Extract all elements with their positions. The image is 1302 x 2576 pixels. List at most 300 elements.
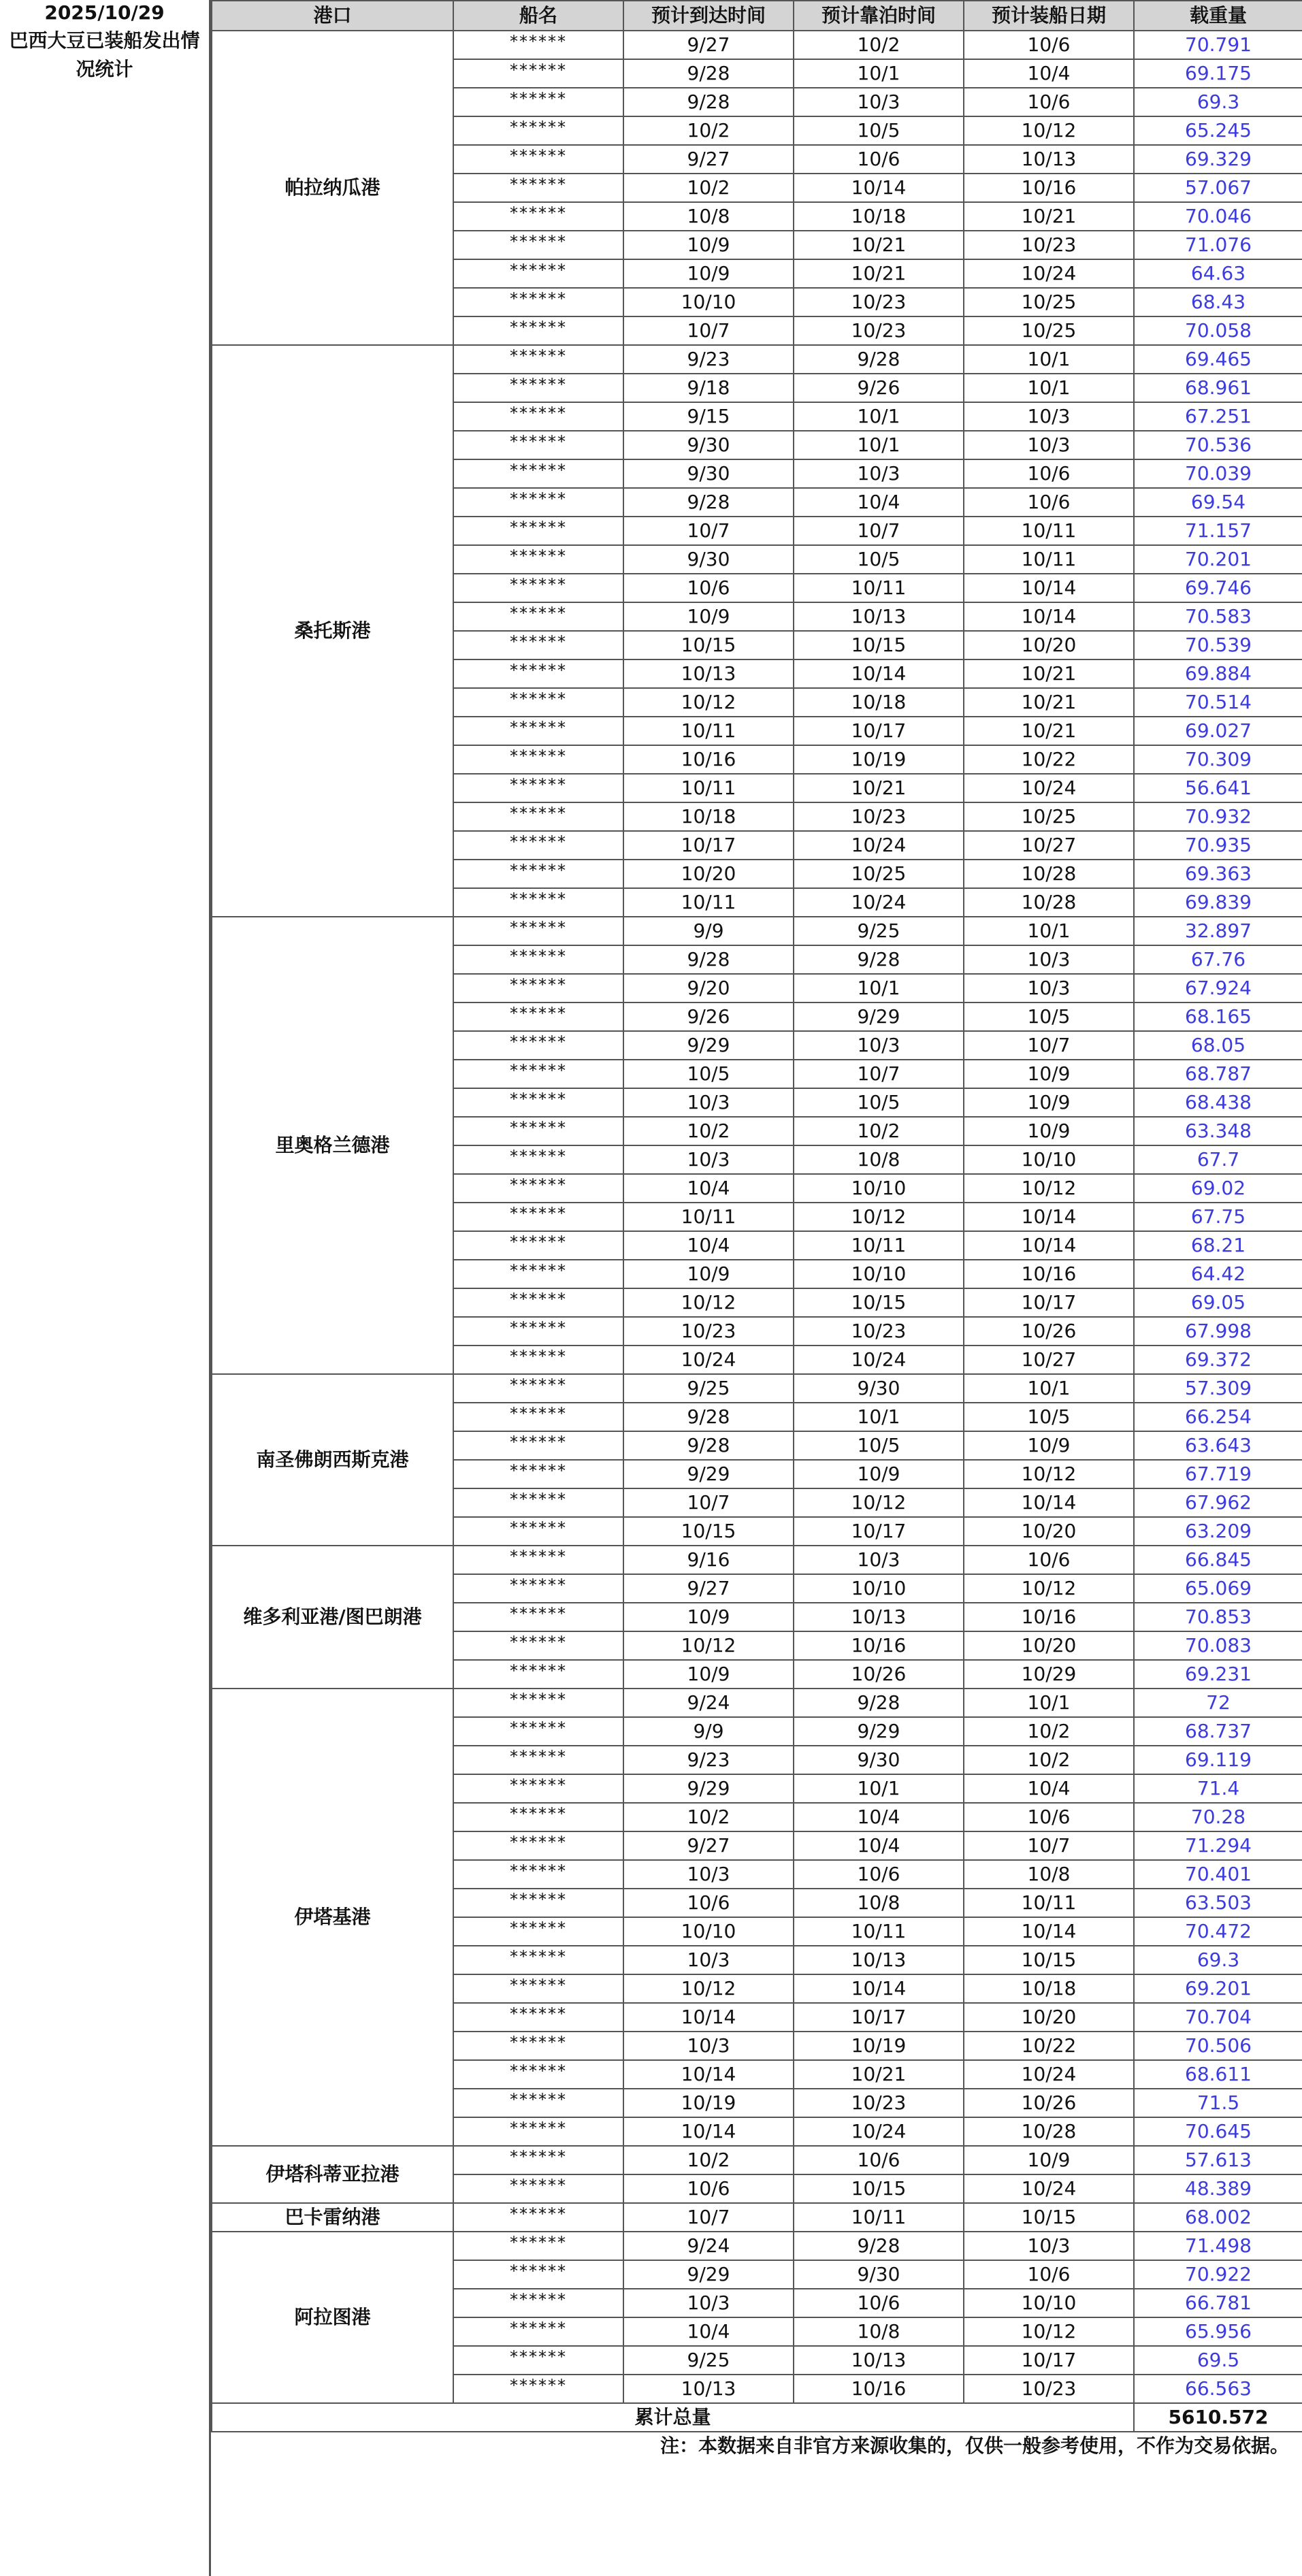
ship-name-cell: ****** xyxy=(453,831,623,860)
ship-name-cell: ****** xyxy=(453,1917,623,1946)
ship-name-cell: ****** xyxy=(453,488,623,517)
loading-date-cell: 10/12 xyxy=(964,116,1134,145)
shipment-table xyxy=(211,0,1302,2460)
tonnage-cell: 69.372 xyxy=(1134,1346,1302,1374)
ship-name-cell: ****** xyxy=(453,1060,623,1088)
arrival-date-cell: 10/3 xyxy=(623,2032,794,2060)
report-title: 巴西大豆已装船发出情况统计 xyxy=(9,29,200,80)
port-name-cell: 南圣佛朗西斯克港 xyxy=(212,1374,453,1546)
ship-name-cell: ****** xyxy=(453,888,623,917)
loading-date-cell: 10/27 xyxy=(964,831,1134,860)
tonnage-cell: 70.791 xyxy=(1134,31,1302,59)
loading-date-cell: 10/6 xyxy=(964,488,1134,517)
tonnage-cell: 57.309 xyxy=(1134,1374,1302,1403)
ship-name-cell: ****** xyxy=(453,917,623,945)
tonnage-cell: 70.083 xyxy=(1134,1631,1302,1660)
loading-date-cell: 10/6 xyxy=(964,2260,1134,2289)
arrival-date-cell: 10/12 xyxy=(623,1974,794,2003)
port-name-cell: 桑托斯港 xyxy=(212,345,453,917)
berth-date-cell: 9/30 xyxy=(794,2260,964,2289)
tonnage-cell: 70.506 xyxy=(1134,2032,1302,2060)
berth-date-cell: 10/5 xyxy=(794,1088,964,1117)
tonnage-cell: 68.787 xyxy=(1134,1060,1302,1088)
ship-name-cell: ****** xyxy=(453,1546,623,1574)
ship-name-cell: ****** xyxy=(453,1717,623,1746)
arrival-date-cell: 10/13 xyxy=(623,659,794,688)
ship-name-cell: ****** xyxy=(453,1488,623,1517)
ship-name-cell: ****** xyxy=(453,1460,623,1488)
tonnage-cell: 70.046 xyxy=(1134,202,1302,231)
berth-date-cell: 9/28 xyxy=(794,2232,964,2260)
port-name-cell: 巴卡雷纳港 xyxy=(212,2203,453,2232)
loading-date-cell: 10/14 xyxy=(964,1488,1134,1517)
loading-date-cell: 10/14 xyxy=(964,574,1134,602)
tonnage-cell: 68.002 xyxy=(1134,2203,1302,2232)
arrival-date-cell: 9/23 xyxy=(623,1746,794,1774)
arrival-date-cell: 10/10 xyxy=(623,1917,794,1946)
note-row xyxy=(212,2432,1302,2460)
ship-name-cell: ****** xyxy=(453,2375,623,2403)
berth-date-cell: 10/2 xyxy=(794,31,964,59)
tonnage-cell: 69.884 xyxy=(1134,659,1302,688)
arrival-date-cell: 9/28 xyxy=(623,88,794,116)
loading-date-cell: 10/17 xyxy=(964,2346,1134,2375)
berth-date-cell: 10/21 xyxy=(794,774,964,802)
tonnage-cell: 70.401 xyxy=(1134,1860,1302,1889)
arrival-date-cell: 9/9 xyxy=(623,917,794,945)
tonnage-cell: 70.583 xyxy=(1134,602,1302,631)
loading-date-cell: 10/4 xyxy=(964,59,1134,88)
loading-date-cell: 10/18 xyxy=(964,1974,1134,2003)
tonnage-cell: 67.962 xyxy=(1134,1488,1302,1517)
tonnage-cell: 71.157 xyxy=(1134,517,1302,545)
tonnage-cell: 66.781 xyxy=(1134,2289,1302,2317)
tonnage-cell: 68.05 xyxy=(1134,1031,1302,1060)
ship-name-cell: ****** xyxy=(453,2317,623,2346)
tonnage-cell: 63.348 xyxy=(1134,1117,1302,1145)
tonnage-cell: 67.251 xyxy=(1134,402,1302,431)
ship-name-cell: ****** xyxy=(453,1288,623,1317)
loading-date-cell: 10/8 xyxy=(964,1860,1134,1889)
loading-date-cell: 10/9 xyxy=(964,1060,1134,1088)
loading-date-cell: 10/6 xyxy=(964,1546,1134,1574)
ship-name-cell: ****** xyxy=(453,1117,623,1145)
berth-date-cell: 10/23 xyxy=(794,2089,964,2117)
loading-date-cell: 10/3 xyxy=(964,2232,1134,2260)
tonnage-cell: 67.7 xyxy=(1134,1145,1302,1174)
tonnage-cell: 69.54 xyxy=(1134,488,1302,517)
ship-name-cell: ****** xyxy=(453,459,623,488)
tonnage-cell: 67.924 xyxy=(1134,974,1302,1002)
ship-name-cell: ****** xyxy=(453,1574,623,1603)
berth-date-cell: 10/21 xyxy=(794,2060,964,2089)
ship-name-cell: ****** xyxy=(453,259,623,288)
berth-date-cell: 10/10 xyxy=(794,1174,964,1203)
tonnage-cell: 67.75 xyxy=(1134,1203,1302,1231)
arrival-date-cell: 9/27 xyxy=(623,145,794,174)
arrival-date-cell: 9/9 xyxy=(623,1717,794,1746)
loading-date-cell: 10/7 xyxy=(964,1031,1134,1060)
arrival-date-cell: 10/2 xyxy=(623,116,794,145)
ship-name-cell: ****** xyxy=(453,116,623,145)
berth-date-cell: 10/8 xyxy=(794,2317,964,2346)
ship-name-cell: ****** xyxy=(453,2089,623,2117)
berth-date-cell: 10/17 xyxy=(794,2003,964,2032)
arrival-date-cell: 9/25 xyxy=(623,2346,794,2375)
loading-date-cell: 10/12 xyxy=(964,1460,1134,1488)
loading-date-cell: 10/5 xyxy=(964,1002,1134,1031)
tonnage-cell: 68.21 xyxy=(1134,1231,1302,1260)
arrival-date-cell: 9/30 xyxy=(623,545,794,574)
berth-date-cell: 10/21 xyxy=(794,259,964,288)
tonnage-cell: 70.704 xyxy=(1134,2003,1302,2032)
arrival-date-cell: 9/29 xyxy=(623,1031,794,1060)
ship-name-cell: ****** xyxy=(453,59,623,88)
tonnage-cell: 70.539 xyxy=(1134,631,1302,659)
loading-date-cell: 10/17 xyxy=(964,1288,1134,1317)
ship-name-cell: ****** xyxy=(453,1346,623,1374)
tonnage-cell: 63.643 xyxy=(1134,1431,1302,1460)
tonnage-cell: 67.76 xyxy=(1134,945,1302,974)
ship-name-cell: ****** xyxy=(453,402,623,431)
arrival-date-cell: 10/7 xyxy=(623,517,794,545)
loading-date-cell: 10/6 xyxy=(964,31,1134,59)
ship-name-cell: ****** xyxy=(453,1746,623,1774)
loading-date-cell: 10/12 xyxy=(964,1174,1134,1203)
loading-date-cell: 10/24 xyxy=(964,2060,1134,2089)
arrival-date-cell: 10/7 xyxy=(623,316,794,345)
arrival-date-cell: 10/5 xyxy=(623,1060,794,1088)
berth-date-cell: 10/17 xyxy=(794,1517,964,1546)
arrival-date-cell: 9/29 xyxy=(623,1774,794,1803)
header-ship: 船名 xyxy=(453,1,623,31)
loading-date-cell: 10/1 xyxy=(964,374,1134,402)
berth-date-cell: 10/23 xyxy=(794,316,964,345)
ship-name-cell: ****** xyxy=(453,431,623,459)
ship-name-cell: ****** xyxy=(453,774,623,802)
loading-date-cell: 10/29 xyxy=(964,1660,1134,1689)
ship-name-cell: ****** xyxy=(453,1974,623,2003)
berth-date-cell: 10/24 xyxy=(794,831,964,860)
arrival-date-cell: 10/11 xyxy=(623,717,794,745)
ship-name-cell: ****** xyxy=(453,202,623,231)
table-row xyxy=(212,1374,1302,1403)
tonnage-cell: 69.05 xyxy=(1134,1288,1302,1317)
loading-date-cell: 10/15 xyxy=(964,1946,1134,1974)
berth-date-cell: 9/29 xyxy=(794,1002,964,1031)
arrival-date-cell: 9/24 xyxy=(623,1689,794,1717)
tonnage-cell: 71.5 xyxy=(1134,2089,1302,2117)
ship-name-cell: ****** xyxy=(453,945,623,974)
table-row xyxy=(212,1546,1302,1574)
berth-date-cell: 9/28 xyxy=(794,345,964,374)
loading-date-cell: 10/16 xyxy=(964,1260,1134,1288)
berth-date-cell: 10/8 xyxy=(794,1145,964,1174)
arrival-date-cell: 10/7 xyxy=(623,2203,794,2232)
arrival-date-cell: 10/2 xyxy=(623,1803,794,1831)
loading-date-cell: 10/1 xyxy=(964,1374,1134,1403)
loading-date-cell: 10/9 xyxy=(964,1088,1134,1117)
loading-date-cell: 10/2 xyxy=(964,1746,1134,1774)
ship-name-cell: ****** xyxy=(453,145,623,174)
tonnage-cell: 72 xyxy=(1134,1689,1302,1717)
ship-name-cell: ****** xyxy=(453,1803,623,1831)
arrival-date-cell: 10/8 xyxy=(623,202,794,231)
ship-name-cell: ****** xyxy=(453,2174,623,2203)
loading-date-cell: 10/1 xyxy=(964,1689,1134,1717)
arrival-date-cell: 10/23 xyxy=(623,1317,794,1346)
ship-name-cell: ****** xyxy=(453,1860,623,1889)
arrival-date-cell: 10/10 xyxy=(623,288,794,316)
loading-date-cell: 10/11 xyxy=(964,517,1134,545)
tonnage-cell: 69.201 xyxy=(1134,1974,1302,2003)
ship-name-cell: ****** xyxy=(453,688,623,717)
arrival-date-cell: 9/28 xyxy=(623,1431,794,1460)
arrival-date-cell: 10/3 xyxy=(623,1946,794,1974)
arrival-date-cell: 9/15 xyxy=(623,402,794,431)
table-row xyxy=(212,2146,1302,2174)
arrival-date-cell: 10/2 xyxy=(623,174,794,202)
loading-date-cell: 10/27 xyxy=(964,1346,1134,1374)
berth-date-cell: 10/6 xyxy=(794,1860,964,1889)
loading-date-cell: 10/11 xyxy=(964,545,1134,574)
loading-date-cell: 10/22 xyxy=(964,745,1134,774)
tonnage-cell: 68.961 xyxy=(1134,374,1302,402)
header-tonnage: 载重量 xyxy=(1134,1,1302,31)
arrival-date-cell: 10/12 xyxy=(623,688,794,717)
berth-date-cell: 10/18 xyxy=(794,688,964,717)
loading-date-cell: 10/16 xyxy=(964,174,1134,202)
loading-date-cell: 10/11 xyxy=(964,1889,1134,1917)
loading-date-cell: 10/10 xyxy=(964,2289,1134,2317)
loading-date-cell: 10/28 xyxy=(964,860,1134,888)
ship-name-cell: ****** xyxy=(453,974,623,1002)
loading-date-cell: 10/25 xyxy=(964,802,1134,831)
arrival-date-cell: 10/4 xyxy=(623,1174,794,1203)
tonnage-cell: 69.3 xyxy=(1134,88,1302,116)
tonnage-cell: 57.613 xyxy=(1134,2146,1302,2174)
total-row xyxy=(212,2403,1302,2432)
ship-name-cell: ****** xyxy=(453,745,623,774)
tonnage-cell: 69.027 xyxy=(1134,717,1302,745)
ship-name-cell: ****** xyxy=(453,602,623,631)
ship-name-cell: ****** xyxy=(453,659,623,688)
berth-date-cell: 9/30 xyxy=(794,1746,964,1774)
ship-name-cell: ****** xyxy=(453,1374,623,1403)
loading-date-cell: 10/21 xyxy=(964,688,1134,717)
ship-name-cell: ****** xyxy=(453,2260,623,2289)
arrival-date-cell: 10/6 xyxy=(623,2174,794,2203)
loading-date-cell: 10/21 xyxy=(964,717,1134,745)
loading-date-cell: 10/12 xyxy=(964,2317,1134,2346)
tonnage-cell: 69.329 xyxy=(1134,145,1302,174)
loading-date-cell: 10/24 xyxy=(964,774,1134,802)
loading-date-cell: 10/1 xyxy=(964,917,1134,945)
berth-date-cell: 10/3 xyxy=(794,1546,964,1574)
arrival-date-cell: 10/17 xyxy=(623,831,794,860)
arrival-date-cell: 10/4 xyxy=(623,2317,794,2346)
arrival-date-cell: 10/20 xyxy=(623,860,794,888)
berth-date-cell: 9/28 xyxy=(794,945,964,974)
arrival-date-cell: 10/9 xyxy=(623,1603,794,1631)
arrival-date-cell: 9/27 xyxy=(623,31,794,59)
berth-date-cell: 10/5 xyxy=(794,1431,964,1460)
arrival-date-cell: 10/7 xyxy=(623,1488,794,1517)
arrival-date-cell: 10/24 xyxy=(623,1346,794,1374)
berth-date-cell: 10/26 xyxy=(794,1660,964,1689)
berth-date-cell: 10/11 xyxy=(794,1917,964,1946)
arrival-date-cell: 9/27 xyxy=(623,1574,794,1603)
ship-name-cell: ****** xyxy=(453,2289,623,2317)
arrival-date-cell: 10/9 xyxy=(623,231,794,259)
arrival-date-cell: 9/20 xyxy=(623,974,794,1002)
loading-date-cell: 10/9 xyxy=(964,1117,1134,1145)
tonnage-cell: 71.4 xyxy=(1134,1774,1302,1803)
loading-date-cell: 10/3 xyxy=(964,945,1134,974)
tonnage-cell: 70.853 xyxy=(1134,1603,1302,1631)
berth-date-cell: 10/16 xyxy=(794,2375,964,2403)
loading-date-cell: 10/21 xyxy=(964,202,1134,231)
loading-date-cell: 10/20 xyxy=(964,2003,1134,2032)
loading-date-cell: 10/16 xyxy=(964,1603,1134,1631)
loading-date-cell: 10/14 xyxy=(964,602,1134,631)
berth-date-cell: 10/15 xyxy=(794,2174,964,2203)
arrival-date-cell: 10/6 xyxy=(623,574,794,602)
berth-date-cell: 9/26 xyxy=(794,374,964,402)
tonnage-cell: 70.932 xyxy=(1134,802,1302,831)
ship-name-cell: ****** xyxy=(453,574,623,602)
arrival-date-cell: 9/27 xyxy=(623,1831,794,1860)
berth-date-cell: 10/10 xyxy=(794,1260,964,1288)
tonnage-cell: 70.514 xyxy=(1134,688,1302,717)
arrival-date-cell: 10/2 xyxy=(623,2146,794,2174)
ship-name-cell: ****** xyxy=(453,545,623,574)
tonnage-cell: 68.611 xyxy=(1134,2060,1302,2089)
loading-date-cell: 10/6 xyxy=(964,88,1134,116)
tonnage-cell: 68.165 xyxy=(1134,1002,1302,1031)
berth-date-cell: 10/11 xyxy=(794,574,964,602)
berth-date-cell: 10/4 xyxy=(794,1803,964,1831)
tonnage-cell: 70.645 xyxy=(1134,2117,1302,2146)
tonnage-cell: 70.472 xyxy=(1134,1917,1302,1946)
table-row xyxy=(212,1689,1302,1717)
berth-date-cell: 10/6 xyxy=(794,2146,964,2174)
berth-date-cell: 9/28 xyxy=(794,1689,964,1717)
tonnage-cell: 70.309 xyxy=(1134,745,1302,774)
berth-date-cell: 10/19 xyxy=(794,2032,964,2060)
ship-name-cell: ****** xyxy=(453,2232,623,2260)
table-row xyxy=(212,2232,1302,2260)
berth-date-cell: 10/6 xyxy=(794,145,964,174)
tonnage-cell: 69.839 xyxy=(1134,888,1302,917)
ship-name-cell: ****** xyxy=(453,1431,623,1460)
berth-date-cell: 10/3 xyxy=(794,88,964,116)
arrival-date-cell: 10/16 xyxy=(623,745,794,774)
tonnage-cell: 71.498 xyxy=(1134,2232,1302,2260)
loading-date-cell: 10/3 xyxy=(964,974,1134,1002)
arrival-date-cell: 10/14 xyxy=(623,2060,794,2089)
loading-date-cell: 10/6 xyxy=(964,459,1134,488)
header-loading: 预计装船日期 xyxy=(964,1,1134,31)
berth-date-cell: 10/8 xyxy=(794,1889,964,1917)
ship-name-cell: ****** xyxy=(453,2346,623,2375)
tonnage-cell: 63.503 xyxy=(1134,1889,1302,1917)
loading-date-cell: 10/14 xyxy=(964,1231,1134,1260)
berth-date-cell: 10/9 xyxy=(794,1460,964,1488)
ship-name-cell: ****** xyxy=(453,1517,623,1546)
report-date: 2025/10/29 xyxy=(44,1,165,24)
port-name-cell: 里奥格兰德港 xyxy=(212,917,453,1374)
total-value: 5610.572 xyxy=(1134,2403,1302,2432)
ship-name-cell: ****** xyxy=(453,1088,623,1117)
berth-date-cell: 10/23 xyxy=(794,288,964,316)
ship-name-cell: ****** xyxy=(453,1260,623,1288)
tonnage-cell: 67.719 xyxy=(1134,1460,1302,1488)
berth-date-cell: 10/5 xyxy=(794,116,964,145)
berth-date-cell: 10/16 xyxy=(794,1631,964,1660)
table-row xyxy=(212,917,1302,945)
berth-date-cell: 10/4 xyxy=(794,1831,964,1860)
berth-date-cell: 10/15 xyxy=(794,1288,964,1317)
ship-name-cell: ****** xyxy=(453,2146,623,2174)
arrival-date-cell: 10/2 xyxy=(623,1117,794,1145)
arrival-date-cell: 10/3 xyxy=(623,2289,794,2317)
ship-name-cell: ****** xyxy=(453,1689,623,1717)
loading-date-cell: 10/5 xyxy=(964,1403,1134,1431)
ship-name-cell: ****** xyxy=(453,2203,623,2232)
tonnage-cell: 70.039 xyxy=(1134,459,1302,488)
header-arrival: 预计到达时间 xyxy=(623,1,794,31)
loading-date-cell: 10/20 xyxy=(964,1631,1134,1660)
port-name-cell: 维多利亚港/图巴朗港 xyxy=(212,1546,453,1689)
ship-name-cell: ****** xyxy=(453,1174,623,1203)
berth-date-cell: 10/21 xyxy=(794,231,964,259)
berth-date-cell: 10/13 xyxy=(794,1946,964,1974)
port-name-cell: 阿拉图港 xyxy=(212,2232,453,2403)
table-header-row xyxy=(212,1,1302,31)
tonnage-cell: 64.42 xyxy=(1134,1260,1302,1288)
berth-date-cell: 10/12 xyxy=(794,1488,964,1517)
arrival-date-cell: 9/30 xyxy=(623,459,794,488)
tonnage-cell: 68.438 xyxy=(1134,1088,1302,1117)
ship-name-cell: ****** xyxy=(453,2117,623,2146)
berth-date-cell: 10/17 xyxy=(794,717,964,745)
arrival-date-cell: 10/19 xyxy=(623,2089,794,2117)
tonnage-cell: 70.935 xyxy=(1134,831,1302,860)
loading-date-cell: 10/4 xyxy=(964,1774,1134,1803)
ship-name-cell: ****** xyxy=(453,802,623,831)
loading-date-cell: 10/13 xyxy=(964,145,1134,174)
tonnage-cell: 69.746 xyxy=(1134,574,1302,602)
ship-name-cell: ****** xyxy=(453,174,623,202)
berth-date-cell: 9/30 xyxy=(794,1374,964,1403)
tonnage-cell: 57.067 xyxy=(1134,174,1302,202)
berth-date-cell: 10/18 xyxy=(794,202,964,231)
berth-date-cell: 10/1 xyxy=(794,1403,964,1431)
loading-date-cell: 10/20 xyxy=(964,631,1134,659)
loading-date-cell: 10/25 xyxy=(964,316,1134,345)
loading-date-cell: 10/14 xyxy=(964,1203,1134,1231)
tonnage-cell: 66.563 xyxy=(1134,2375,1302,2403)
ship-name-cell: ****** xyxy=(453,1631,623,1660)
port-name-cell: 帕拉纳瓜港 xyxy=(212,31,453,345)
tonnage-cell: 32.897 xyxy=(1134,917,1302,945)
berth-date-cell: 9/25 xyxy=(794,917,964,945)
arrival-date-cell: 10/15 xyxy=(623,1517,794,1546)
loading-date-cell: 10/24 xyxy=(964,259,1134,288)
ship-name-cell: ****** xyxy=(453,1002,623,1031)
header-port: 港口 xyxy=(212,1,453,31)
